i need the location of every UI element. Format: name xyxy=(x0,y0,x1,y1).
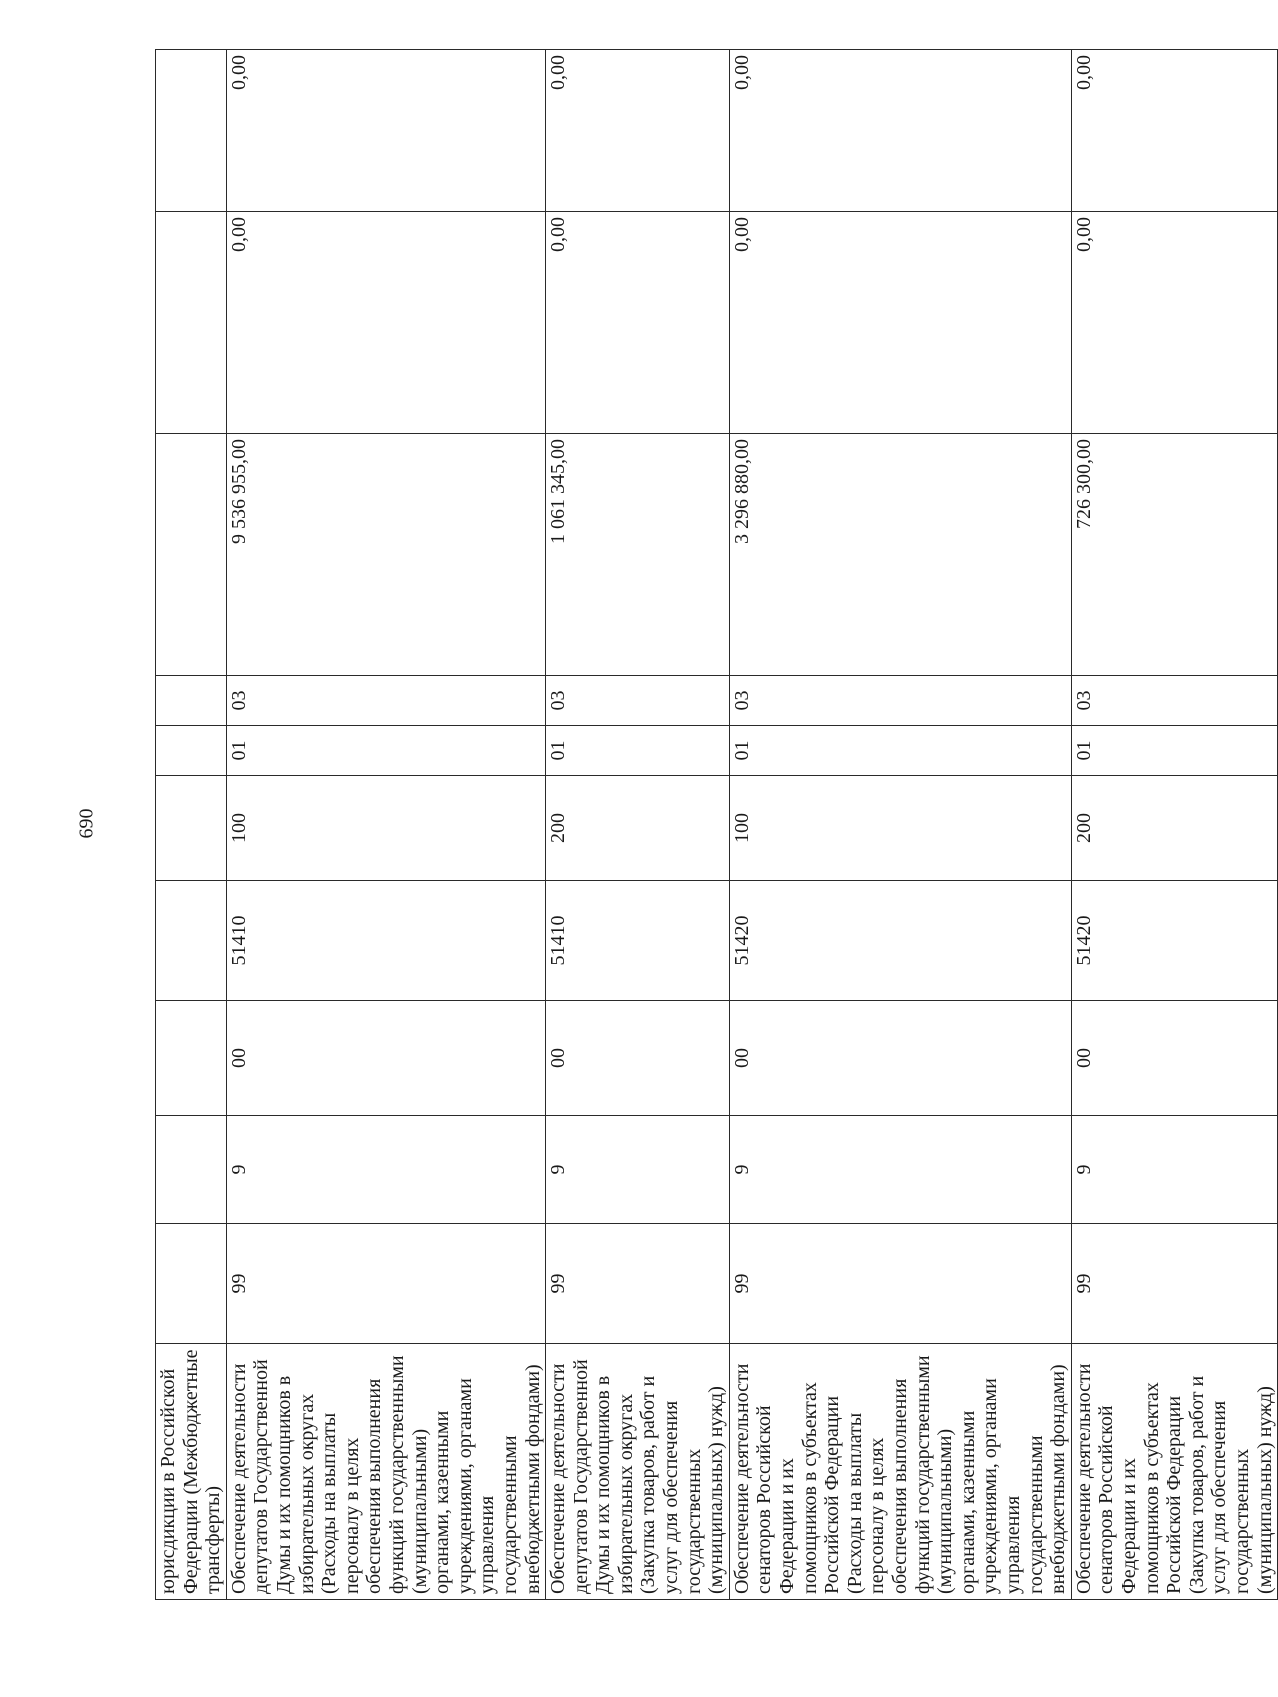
expense-code: 51410 xyxy=(546,881,730,1001)
row-description: Обеспечение деятельности сенаторов Российской Федерации и их помощников в субъектах Российской Федерации (Расходы на выплаты персоналу в целях обеспечения выполнения функций государственными (муниципальными) органами, казенными учреждениями, органами управления государственными внебюджетными фондами) xyxy=(729,1344,1071,1600)
subsection-code: 03 xyxy=(1071,676,1277,726)
rotated-table-container xyxy=(155,50,1276,1600)
subsection-code: 03 xyxy=(546,676,730,726)
table-row xyxy=(546,50,730,1600)
subprogram-code: 9 xyxy=(1071,1116,1277,1224)
section-code: 01 xyxy=(226,726,545,776)
subprogram-code: 9 xyxy=(729,1116,1071,1224)
empty-cell xyxy=(156,1224,227,1344)
expense-type: 200 xyxy=(546,776,730,881)
empty-cell xyxy=(156,50,227,212)
amount-2: 0,00 xyxy=(226,212,545,434)
expense-type: 200 xyxy=(1071,776,1277,881)
amount-2: 0,00 xyxy=(546,212,730,434)
program-code: 99 xyxy=(226,1224,545,1344)
row-description: Обеспечение деятельности депутатов Государственной Думы и их помощников в избирательных округах (Закупка товаров, работ и услуг для обеспечения государственных (муниципальных) нужд) xyxy=(546,1344,730,1600)
section-code: 01 xyxy=(729,726,1071,776)
amount-1: 9 536 955,00 xyxy=(226,434,545,676)
row-description: юрисдикции в Российской Федерации (Межбюджетные трансферты) xyxy=(156,1344,227,1600)
empty-cell xyxy=(156,881,227,1001)
row-description: Обеспечение деятельности депутатов Государственной Думы и их помощников в избирательных округах (Расходы на выплаты персоналу в целях обеспечения выполнения функций государственными (муниципальными) органами, казенными учреждениями, органами управления государственными внебюджетными фондами) xyxy=(226,1344,545,1600)
amount-1: 726 300,00 xyxy=(1071,434,1277,676)
direction-code: 00 xyxy=(729,1001,1071,1116)
table-row xyxy=(1071,50,1277,1600)
section-code: 01 xyxy=(546,726,730,776)
program-code: 99 xyxy=(729,1224,1071,1344)
amount-2: 0,00 xyxy=(729,212,1071,434)
section-code: 01 xyxy=(1071,726,1277,776)
subsection-code: 03 xyxy=(729,676,1071,726)
amount-3: 0,00 xyxy=(729,50,1071,212)
empty-cell xyxy=(156,776,227,881)
subprogram-code: 9 xyxy=(546,1116,730,1224)
empty-cell xyxy=(156,434,227,676)
expense-code: 51420 xyxy=(1071,881,1277,1001)
empty-cell xyxy=(156,212,227,434)
table-row xyxy=(156,50,227,1600)
empty-cell xyxy=(156,726,227,776)
direction-code: 00 xyxy=(1071,1001,1277,1116)
amount-3: 0,00 xyxy=(1071,50,1277,212)
page-number: 690 xyxy=(75,808,98,839)
budget-table xyxy=(155,49,1278,1600)
subprogram-code: 9 xyxy=(226,1116,545,1224)
expense-type: 100 xyxy=(226,776,545,881)
empty-cell xyxy=(156,1116,227,1224)
subsection-code: 03 xyxy=(226,676,545,726)
program-code: 99 xyxy=(546,1224,730,1344)
empty-cell xyxy=(156,676,227,726)
amount-1: 3 296 880,00 xyxy=(729,434,1071,676)
row-description: Обеспечение деятельности сенаторов Российской Федерации и их помощников в субъектах Российской Федерации (Закупка товаров, работ и услуг для обеспечения государственных (муниципальных) нужд) xyxy=(1071,1344,1277,1600)
direction-code: 00 xyxy=(226,1001,545,1116)
empty-cell xyxy=(156,1001,227,1116)
direction-code: 00 xyxy=(546,1001,730,1116)
expense-code: 51410 xyxy=(226,881,545,1001)
program-code: 99 xyxy=(1071,1224,1277,1344)
amount-3: 0,00 xyxy=(546,50,730,212)
table-row xyxy=(729,50,1071,1600)
amount-3: 0,00 xyxy=(226,50,545,212)
table-row xyxy=(226,50,545,1600)
amount-2: 0,00 xyxy=(1071,212,1277,434)
amount-1: 1 061 345,00 xyxy=(546,434,730,676)
expense-type: 100 xyxy=(729,776,1071,881)
expense-code: 51420 xyxy=(729,881,1071,1001)
